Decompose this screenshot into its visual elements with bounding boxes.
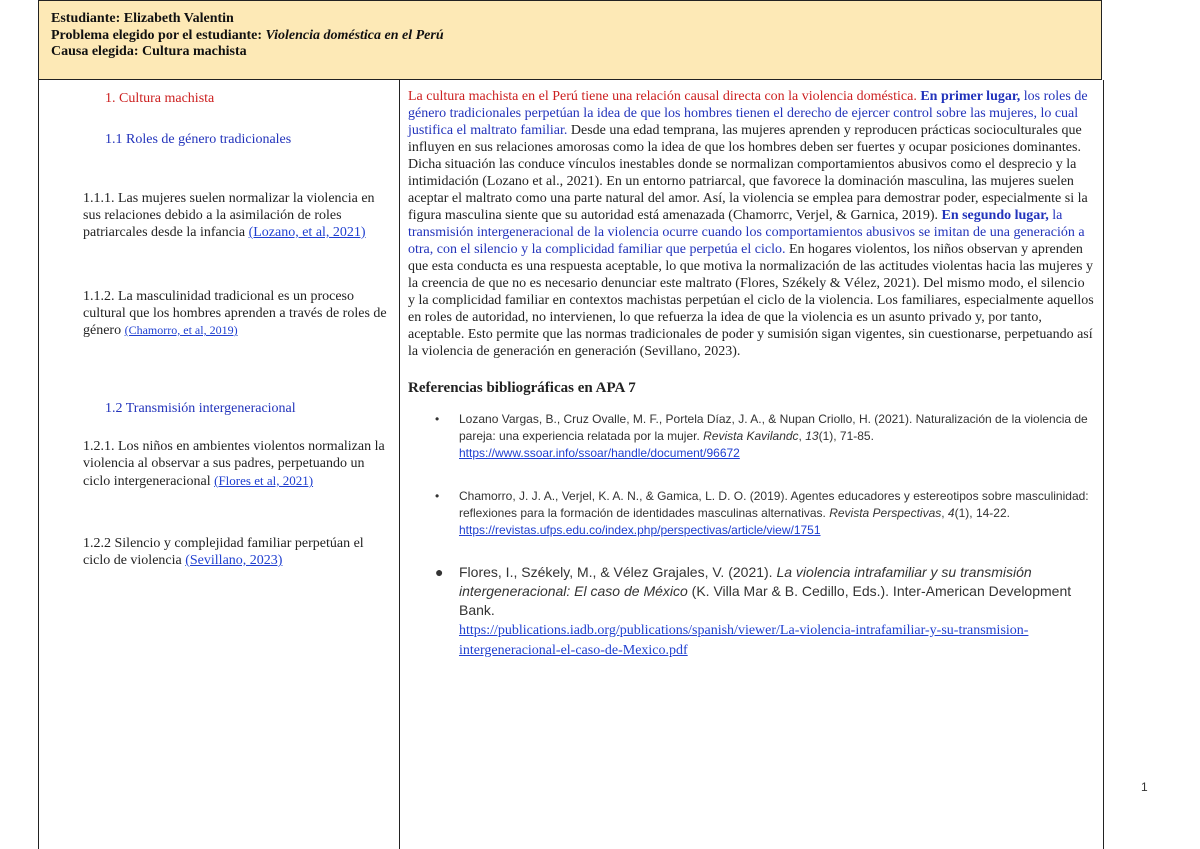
outline-point-1-1-2: 1.1.2. La masculinidad tradicional es un proceso cultural que los hombres aprenden a través de roles de género (Chamorro, et al, 2019) — [83, 289, 387, 338]
reference-url[interactable]: https://www.ssoar.info/ssoar/handle/document/96672 — [459, 446, 740, 460]
references-list — [408, 411, 1095, 660]
citation-link[interactable]: (Flores et al, 2021) — [214, 473, 314, 488]
outline-heading-1: 1. Cultura machista — [105, 91, 215, 106]
outline-column — [38, 80, 400, 849]
references-title: Referencias bibliográficas en APA 7 — [408, 380, 636, 396]
problem-value: Violencia doméstica en el Perú — [265, 27, 444, 43]
outline-point-1-2-1: 1.2.1. Los niños en ambientes violentos normalizan la violencia al observar a sus padres, perpetuando un ciclo intergeneracional (Flores et al, 2021) — [83, 439, 385, 489]
bullet-icon: ● — [435, 564, 444, 580]
outline-point-1-1-1: 1.1.1. Las mujeres suelen normalizar la violencia en sus relaciones debido a la asimilación de roles patriarcales desde la infancia (Lozano, et al, 2021) — [83, 191, 375, 240]
page-number: 1 — [1141, 780, 1148, 794]
document-page — [38, 0, 1104, 849]
citation-link[interactable]: (Sevillano, 2023) — [185, 553, 283, 568]
reference-item: • Chamorro, J. J. A., Verjel, K. A. N., & Gamica, L. D. O. (2019). Agentes educadores y estereotipos sobre masculinidad: reflexiones para la formación de identidades masculinas alternativas. Revista Perspectivas, 4(1), 14-22. https://revistas.ufps.edu.co/index.php/perspectivas/article/view/1751 — [435, 489, 1089, 537]
problem-line: Problema elegido por el estudiante: Violencia doméstica en el Perú — [51, 27, 444, 43]
header-box — [38, 0, 1102, 80]
citation-link[interactable]: (Chamorro, et al, 2019) — [124, 323, 238, 337]
reference-item: • Lozano Vargas, B., Cruz Ovalle, M. F., Portela Díaz, J. A., & Nupan Criollo, H. (2021). Naturalización de la violencia de pareja: una experiencia relatada por la mujer. Revista Kavilandc, 13(1), 71-85. https://www.ssoar.info/ssoar/handle/document/96672 — [435, 412, 1088, 460]
outline-heading-1-1: 1.1 Roles de género tradicionales — [105, 132, 292, 147]
citation-link[interactable]: (Lozano, et al, 2021) — [248, 225, 366, 240]
student-line: Estudiante: Elizabeth Valentin — [51, 11, 234, 26]
cause-value: Cultura machista — [142, 44, 247, 59]
reference-url[interactable]: https://publications.iadb.org/publications/spanish/viewer/La-violencia-intrafamiliar-y-su-transmision-intergeneracional-el-caso-de-Mexico.pdf — [459, 623, 1029, 658]
cause-line: Causa elegida: Cultura machista — [51, 44, 247, 59]
essay-column — [400, 80, 1104, 849]
essay-paragraph: La cultura machista en el Perú tiene una relación causal directa con la violencia doméstica. En primer lugar, los roles de género tradicionales perpetúan la idea de que los hombres tienen el derecho de ejercer control sobre las mujeres, lo cual justifica el maltrato familiar. Desde una edad temprana, las mujeres aprenden y reproducen prácticas socioculturales que influyen en sus relaciones amorosas como la idea de que los hombres deben ser fuertes y ocupar posiciones dominantes. Dicha situación las conduce vínculos inestables donde se normalizan comportamientos abusivos como el desprecio y la intimidación (Lozano et al., 2021). En un entorno patriarcal, que favorece la dominación masculina, las mujeres suelen aceptar el maltrato como una parte natural del amor. Así, la violencia se emplea para demostrar poder, especialmente si la figura masculina siente que su autoridad está amenazada (Chamorrc, Verjel, & Garnica, 2019). En segundo lugar, la transmisión intergeneracional de la violencia ocurre cuando los comportamientos abusivos se imitan de una generación a otra, con el silencio y la complicidad familiar que perpetúa el ciclo. En hogares violentos, los niños observan y aprenden que esta conducta es una respuesta aceptable, lo que motiva la normalización de las actitudes violentas hacia las mujeres y la creencia de que no es necesario denunciar este maltrato (Flores, Székely & Vélez, 2021). Del mismo modo, el silencio y la complicidad familiar en contextos machistas perpetúan el ciclo de la violencia. Los familiares, especialmente aquellos en roles de autoridad, no intervienen, lo que refuerza la idea de que la violencia es un asunto privado y, por tanto, aceptable. Esto permite que las normas tradicionales de poder y sumisión sigan vigentes, sin cuestionarse, perpetuando así la violencia de generación en generación (Sevillano, 2023). — [408, 89, 1094, 359]
outline-point-1-2-2: 1.2.2 Silencio y complejidad familiar perpetúan el ciclo de violencia (Sevillano, 2023) — [83, 536, 364, 568]
reference-item: ● Flores, I., Székely, M., & Vélez Grajales, V. (2021). La violencia intrafamiliar y su transmisión intergeneracional: El caso de México (K. Villa Mar & B. Cedillo, Eds.). Inter-American Development Bank. https://publications.iadb.org/publications/spanish/viewer/La-violencia-intrafamiliar-y-su-transmision-intergeneracional-el-caso-de-Mexico.pdf — [435, 564, 1072, 658]
student-name: Elizabeth Valentin — [123, 11, 234, 26]
reference-url[interactable]: https://revistas.ufps.edu.co/index.php/perspectivas/article/view/1751 — [459, 523, 821, 537]
bullet-icon: • — [435, 489, 440, 503]
bullet-icon: • — [435, 412, 440, 426]
outline-heading-1-2: 1.2 Transmisión intergeneracional — [105, 401, 296, 416]
